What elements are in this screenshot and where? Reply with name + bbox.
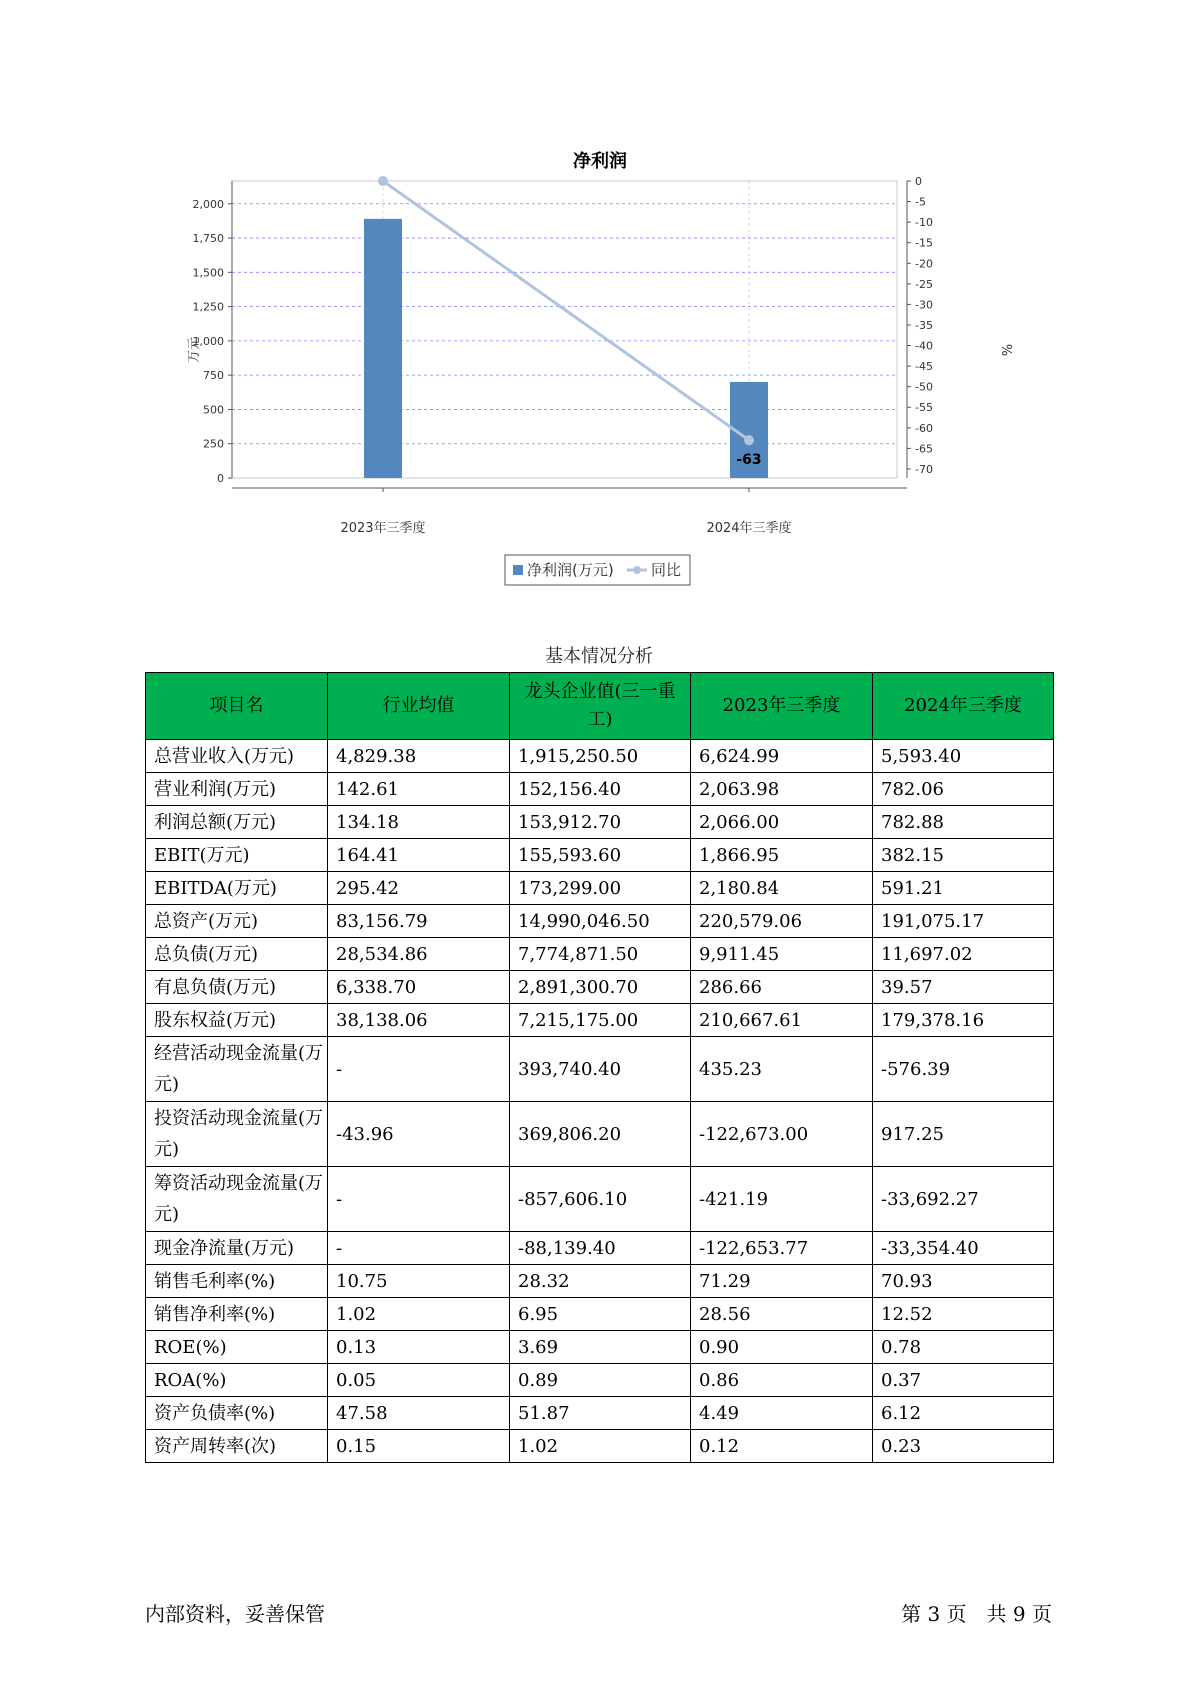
- value-cell: 28,534.86: [328, 938, 510, 971]
- page-number: 第 3 页 共 9 页: [901, 1602, 1052, 1626]
- x-tick-label: 2023年三季度: [340, 521, 426, 536]
- table-row: [146, 1397, 1054, 1430]
- value-cell: 134.18: [328, 806, 510, 839]
- value-cell: 210,667.61: [691, 1004, 873, 1037]
- legend-line-label: 同比: [651, 561, 682, 579]
- value-cell: 6,338.70: [328, 971, 510, 1004]
- left-tick-label: 500: [203, 403, 224, 417]
- value-cell: -: [328, 1037, 510, 1102]
- value-cell: -122,653.77: [691, 1232, 873, 1265]
- value-cell: 7,774,871.50: [510, 938, 691, 971]
- value-cell: 39.57: [873, 971, 1054, 1004]
- value-cell: -33,692.27: [873, 1167, 1054, 1232]
- left-tick-label: 1,000: [192, 334, 224, 348]
- value-cell: 51.87: [510, 1397, 691, 1430]
- row-label-cell: EBITDA(万元): [146, 872, 328, 905]
- right-tick-label: -30: [915, 298, 933, 312]
- chart-legend: [505, 555, 690, 585]
- right-tick-label: -60: [915, 421, 933, 435]
- value-cell: 4,829.38: [328, 740, 510, 773]
- row-label-cell: 总资产(万元): [146, 905, 328, 938]
- row-label-cell: 资产周转率(次): [146, 1430, 328, 1463]
- right-tick-label: -40: [915, 339, 933, 353]
- value-cell: -: [328, 1232, 510, 1265]
- value-cell: 369,806.20: [510, 1102, 691, 1167]
- y-axis-label-right: %: [998, 343, 1013, 357]
- legend-bar-swatch: [513, 565, 523, 575]
- value-cell: 28.32: [510, 1265, 691, 1298]
- value-cell: 10.75: [328, 1265, 510, 1298]
- row-label-cell: EBIT(万元): [146, 839, 328, 872]
- value-cell: -43.96: [328, 1102, 510, 1167]
- value-cell: 12.52: [873, 1298, 1054, 1331]
- value-cell: 591.21: [873, 872, 1054, 905]
- left-tick-label: 250: [203, 437, 224, 451]
- row-label-cell: 总营业收入(万元): [146, 740, 328, 773]
- value-cell: 155,593.60: [510, 839, 691, 872]
- value-cell: 4.49: [691, 1397, 873, 1430]
- grid-lines: [232, 181, 907, 488]
- header-2024q3: 2024年三季度: [873, 673, 1054, 740]
- row-label-cell: 筹资活动现金流量(万元): [146, 1167, 328, 1232]
- right-tick-label: -15: [915, 236, 933, 250]
- value-cell: 28.56: [691, 1298, 873, 1331]
- value-cell: 1,866.95: [691, 839, 873, 872]
- value-cell: 295.42: [328, 872, 510, 905]
- left-tick-label: 1,500: [192, 266, 224, 280]
- value-cell: 6.95: [510, 1298, 691, 1331]
- value-cell: 782.88: [873, 806, 1054, 839]
- value-cell: 3.69: [510, 1331, 691, 1364]
- row-label-cell: 营业利润(万元): [146, 773, 328, 806]
- row-label-cell: 有息负债(万元): [146, 971, 328, 1004]
- header-industry-avg: 行业均值: [328, 673, 510, 740]
- right-tick-label: 0: [915, 175, 922, 188]
- row-label-cell: 销售净利率(%): [146, 1298, 328, 1331]
- right-tick-label: -55: [915, 401, 933, 415]
- value-cell: 6,624.99: [691, 740, 873, 773]
- row-label-cell: 投资活动现金流量(万元): [146, 1102, 328, 1167]
- right-axis-ticks: [907, 175, 933, 476]
- row-label-cell: 资产负债率(%): [146, 1397, 328, 1430]
- value-cell: 14,990,046.50: [510, 905, 691, 938]
- value-cell: 83,156.79: [328, 905, 510, 938]
- right-tick-label: -5: [915, 195, 926, 209]
- right-tick-label: -35: [915, 318, 933, 332]
- table-row: [146, 1331, 1054, 1364]
- value-cell: 7,215,175.00: [510, 1004, 691, 1037]
- table-caption: 基本情况分析: [545, 646, 653, 667]
- value-cell: -576.39: [873, 1037, 1054, 1102]
- table-row: [146, 1167, 1054, 1232]
- row-label-cell: 股东权益(万元): [146, 1004, 328, 1037]
- analysis-table: [145, 672, 1054, 1463]
- value-cell: 917.25: [873, 1102, 1054, 1167]
- value-cell: 220,579.06: [691, 905, 873, 938]
- table-row: [146, 1232, 1054, 1265]
- value-cell: -122,673.00: [691, 1102, 873, 1167]
- plot-area: [232, 181, 897, 478]
- value-cell: 0.78: [873, 1331, 1054, 1364]
- row-label-cell: ROA(%): [146, 1364, 328, 1397]
- header-item-name: 项目名: [146, 673, 328, 740]
- right-tick-label: -50: [915, 380, 933, 394]
- value-cell: 6.12: [873, 1397, 1054, 1430]
- value-cell: 0.23: [873, 1430, 1054, 1463]
- table-row: [146, 905, 1054, 938]
- value-cell: 173,299.00: [510, 872, 691, 905]
- value-cell: 2,066.00: [691, 806, 873, 839]
- value-cell: -421.19: [691, 1167, 873, 1232]
- value-cell: -88,139.40: [510, 1232, 691, 1265]
- header-leader-value: 龙头企业值(三一重工): [510, 673, 691, 740]
- value-cell: 0.90: [691, 1331, 873, 1364]
- value-cell: 0.86: [691, 1364, 873, 1397]
- table-row: [146, 740, 1054, 773]
- table-row: [146, 1298, 1054, 1331]
- yoy-data-label: -63: [736, 452, 762, 469]
- right-tick-label: -10: [915, 216, 933, 230]
- row-label-cell: 总负债(万元): [146, 938, 328, 971]
- value-cell: 142.61: [328, 773, 510, 806]
- table-row: [146, 1102, 1054, 1167]
- table-row: [146, 1430, 1054, 1463]
- table-row: [146, 971, 1054, 1004]
- bar: [364, 219, 402, 478]
- right-tick-label: -25: [915, 277, 933, 291]
- x-axis-labels: [340, 488, 791, 536]
- value-cell: 191,075.17: [873, 905, 1054, 938]
- table-row: [146, 773, 1054, 806]
- left-tick-label: 750: [203, 369, 224, 383]
- table-row: [146, 1004, 1054, 1037]
- value-cell: 2,891,300.70: [510, 971, 691, 1004]
- value-cell: 0.89: [510, 1364, 691, 1397]
- row-label-cell: ROE(%): [146, 1331, 328, 1364]
- value-cell: 2,063.98: [691, 773, 873, 806]
- left-tick-label: 0: [217, 472, 224, 485]
- value-cell: 152,156.40: [510, 773, 691, 806]
- value-cell: -33,354.40: [873, 1232, 1054, 1265]
- footer-confidential: 内部资料，妥善保管: [145, 1602, 325, 1626]
- value-cell: 435.23: [691, 1037, 873, 1102]
- row-label-cell: 经营活动现金流量(万元): [146, 1037, 328, 1102]
- table-header-row: [146, 673, 1054, 740]
- left-tick-label: 1,750: [192, 232, 224, 246]
- table-body: [146, 740, 1054, 1463]
- value-cell: 286.66: [691, 971, 873, 1004]
- value-cell: 782.06: [873, 773, 1054, 806]
- table-row: [146, 1265, 1054, 1298]
- value-cell: 179,378.16: [873, 1004, 1054, 1037]
- value-cell: 70.93: [873, 1265, 1054, 1298]
- legend-bar-label: 净利润(万元): [527, 561, 614, 579]
- value-cell: 382.15: [873, 839, 1054, 872]
- value-cell: 393,740.40: [510, 1037, 691, 1102]
- value-cell: 5,593.40: [873, 740, 1054, 773]
- left-tick-label: 1,250: [192, 300, 224, 314]
- chart-title: 净利润: [573, 151, 627, 172]
- y-axis-label-left: 万元: [187, 336, 202, 364]
- net-profit-chart: [0, 0, 1191, 600]
- right-tick-label: -45: [915, 360, 933, 374]
- value-cell: 1.02: [328, 1298, 510, 1331]
- value-cell: 1.02: [510, 1430, 691, 1463]
- table-row: [146, 839, 1054, 872]
- value-cell: 153,912.70: [510, 806, 691, 839]
- table-row: [146, 1364, 1054, 1397]
- table-row: [146, 1037, 1054, 1102]
- row-label-cell: 利润总额(万元): [146, 806, 328, 839]
- row-label-cell: 现金净流量(万元): [146, 1232, 328, 1265]
- value-cell: 0.37: [873, 1364, 1054, 1397]
- yoy-point: [378, 176, 388, 186]
- value-cell: -: [328, 1167, 510, 1232]
- value-cell: 0.15: [328, 1430, 510, 1463]
- row-label-cell: 销售毛利率(%): [146, 1265, 328, 1298]
- right-tick-label: -20: [915, 257, 933, 271]
- value-cell: -857,606.10: [510, 1167, 691, 1232]
- yoy-point: [744, 435, 754, 445]
- table-row: [146, 806, 1054, 839]
- value-cell: 1,915,250.50: [510, 740, 691, 773]
- value-cell: 164.41: [328, 839, 510, 872]
- value-cell: 38,138.06: [328, 1004, 510, 1037]
- value-cell: 9,911.45: [691, 938, 873, 971]
- left-tick-label: 2,000: [192, 197, 224, 211]
- header-2023q3: 2023年三季度: [691, 673, 873, 740]
- value-cell: 0.13: [328, 1331, 510, 1364]
- right-tick-label: -65: [915, 442, 933, 456]
- value-cell: 71.29: [691, 1265, 873, 1298]
- value-cell: 0.12: [691, 1430, 873, 1463]
- value-cell: 2,180.84: [691, 872, 873, 905]
- value-cell: 0.05: [328, 1364, 510, 1397]
- value-cell: 47.58: [328, 1397, 510, 1430]
- table-row: [146, 938, 1054, 971]
- table-row: [146, 872, 1054, 905]
- right-tick-label: -70: [915, 462, 933, 476]
- value-cell: 11,697.02: [873, 938, 1054, 971]
- legend-line-marker: [633, 566, 641, 574]
- x-tick-label: 2024年三季度: [706, 521, 792, 536]
